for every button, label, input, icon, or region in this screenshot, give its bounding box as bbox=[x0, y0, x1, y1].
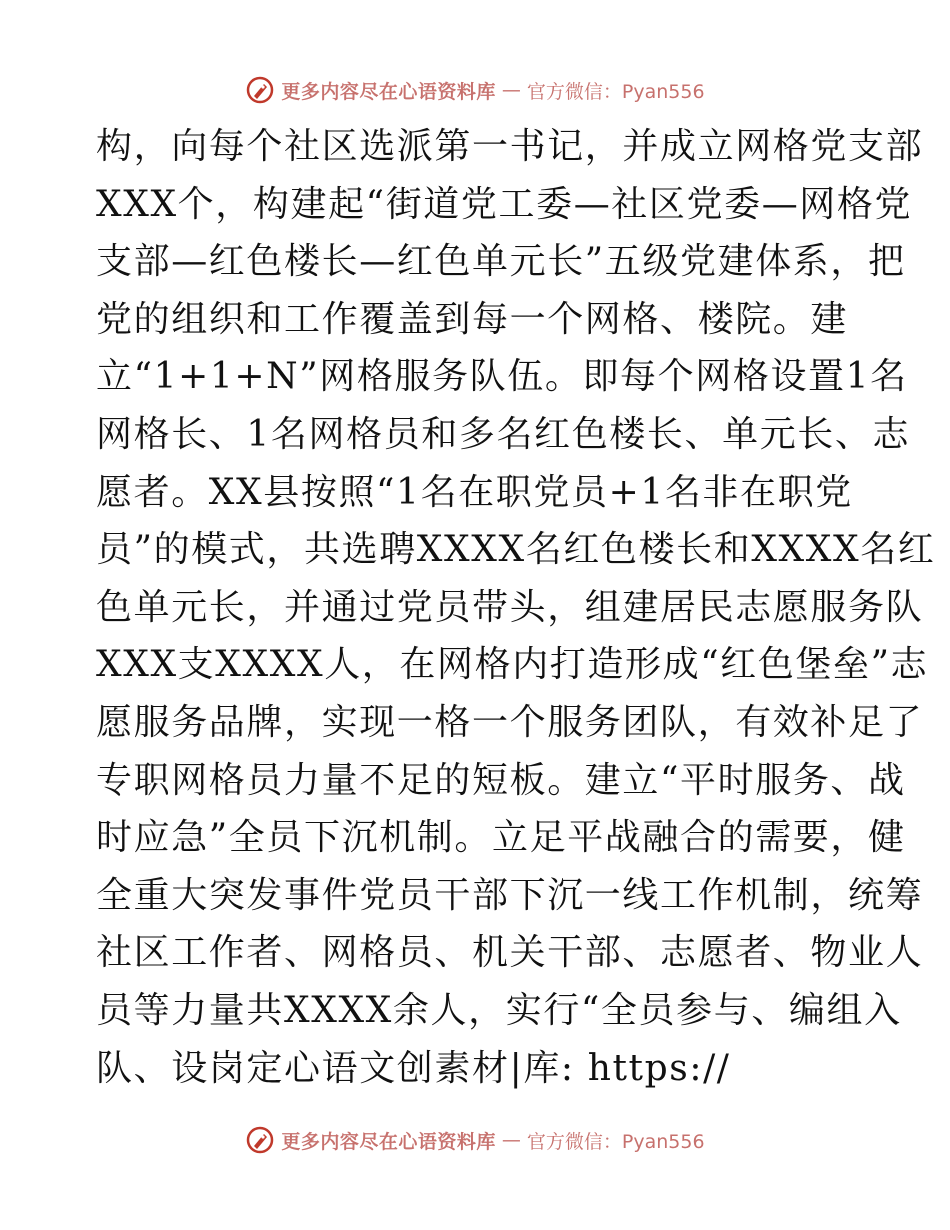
body-line: 网格长、1名网格员和多名红色楼长、单元长、志 bbox=[96, 413, 911, 455]
body-line: 色单元长，并通过党员带头，组建居民志愿服务队 bbox=[96, 586, 924, 628]
body-line: XXX支XXXX人，在网格内打造形成“红色堡垒”志 bbox=[96, 644, 929, 686]
body-line: 愿者。XX县按照“1名在职党员+1名非在职党 bbox=[96, 471, 853, 513]
header-banner-dash: — bbox=[501, 79, 521, 101]
body-line: 全重大突发事件党员干部下沉一线工作机制，统筹 bbox=[96, 874, 924, 916]
body-line: 构，向每个社区选派第一书记，并成立网格党支部 bbox=[96, 126, 924, 167]
pen-nib-logo-icon bbox=[245, 1125, 275, 1155]
body-line: 社区工作者、网格员、机关干部、志愿者、物业人 bbox=[96, 932, 924, 974]
pen-nib-logo-icon bbox=[245, 75, 275, 105]
body-line: 愿服务品牌，实现一格一个服务团队，有效补足了 bbox=[96, 701, 924, 743]
body-line: 支部—红色楼长—红色单元长”五级党建体系，把 bbox=[96, 241, 906, 283]
header-banner bbox=[0, 72, 950, 108]
body-line: 党的组织和工作覆盖到每一个网格、楼院。建 bbox=[96, 298, 849, 340]
footer-banner-text: 更多内容尽在心语资料库 bbox=[281, 1130, 496, 1153]
footer-banner-dash: — bbox=[501, 1129, 521, 1151]
footer-banner bbox=[0, 1122, 950, 1158]
header-banner-wechat: 官方微信：Pyan556 bbox=[526, 80, 705, 103]
body-line: 专职网格员力量不足的短板。建立“平时服务、战 bbox=[96, 759, 906, 801]
document-body bbox=[96, 118, 936, 1097]
body-line: 员”的模式，共选聘XXXX名红色楼长和XXXX名红 bbox=[96, 529, 936, 571]
body-line: 立“1+1+N”网格服务队伍。即每个网格设置1名 bbox=[96, 356, 908, 398]
body-line: 队、设岗定心语文创素材|库: https:// bbox=[96, 1047, 731, 1089]
body-line: XXX个，构建起“街道党工委—社区党委—网格党 bbox=[96, 183, 913, 225]
body-line: 时应急”全员下沉机制。立足平战融合的需要，健 bbox=[96, 817, 906, 859]
footer-banner-wechat: 官方微信：Pyan556 bbox=[526, 1130, 705, 1153]
header-banner-text: 更多内容尽在心语资料库 bbox=[281, 80, 496, 103]
body-line: 员等力量共XXXX余人，实行“全员参与、编组入 bbox=[96, 989, 902, 1031]
